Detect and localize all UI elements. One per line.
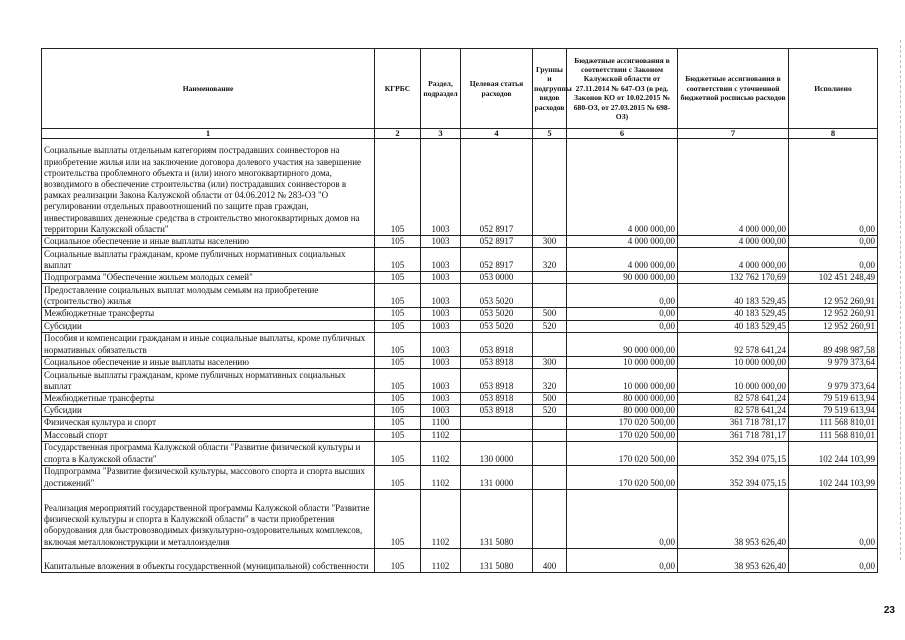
cell-law: 4 000 000,00 xyxy=(567,248,678,272)
cell-target: 053 8918 xyxy=(461,369,533,393)
cell-executed: 0,00 xyxy=(789,248,878,272)
cell-target: 052 8917 xyxy=(461,139,533,236)
cell-target: 131 5080 xyxy=(461,548,533,572)
column-number: 5 xyxy=(533,129,567,139)
cell-kgrbs: 105 xyxy=(375,489,421,548)
cell-kgrbs: 105 xyxy=(375,320,421,332)
cell-name: Межбюджетные трансферты xyxy=(42,393,375,405)
cell-refined: 361 718 781,17 xyxy=(678,417,789,429)
cell-executed: 0,00 xyxy=(789,489,878,548)
cell-group xyxy=(533,465,567,489)
cell-section: 1102 xyxy=(421,441,461,465)
cell-group: 520 xyxy=(533,405,567,417)
cell-executed: 102 244 103,99 xyxy=(789,441,878,465)
cell-kgrbs: 105 xyxy=(375,332,421,356)
cell-target: 053 8918 xyxy=(461,393,533,405)
cell-law: 4 000 000,00 xyxy=(567,236,678,248)
cell-group xyxy=(533,139,567,236)
column-number-row xyxy=(42,129,878,139)
table-row xyxy=(42,441,878,465)
table-row xyxy=(42,332,878,356)
cell-group xyxy=(533,429,567,441)
cell-refined: 132 762 170,69 xyxy=(678,272,789,284)
cell-executed: 9 979 373,64 xyxy=(789,369,878,393)
cell-kgrbs: 105 xyxy=(375,548,421,572)
cell-section: 1003 xyxy=(421,320,461,332)
cell-name: Социальные выплаты гражданам, кроме публичных нормативных социальных выплат xyxy=(42,248,375,272)
table-row xyxy=(42,272,878,284)
cell-kgrbs: 105 xyxy=(375,429,421,441)
cell-name: Социальные выплаты гражданам, кроме публичных нормативных социальных выплат xyxy=(42,369,375,393)
table-row xyxy=(42,356,878,368)
table-row xyxy=(42,236,878,248)
header-name: Наименование xyxy=(42,49,375,129)
table-row xyxy=(42,393,878,405)
cell-executed: 102 451 248,49 xyxy=(789,272,878,284)
column-number: 3 xyxy=(421,129,461,139)
table-row xyxy=(42,405,878,417)
cell-kgrbs: 105 xyxy=(375,236,421,248)
cell-law: 80 000 000,00 xyxy=(567,405,678,417)
scan-edge-divider xyxy=(900,40,901,560)
cell-target: 052 8917 xyxy=(461,248,533,272)
table-row xyxy=(42,308,878,320)
cell-target xyxy=(461,417,533,429)
cell-executed: 0,00 xyxy=(789,548,878,572)
cell-target: 053 8918 xyxy=(461,356,533,368)
column-number: 7 xyxy=(678,129,789,139)
cell-refined: 4 000 000,00 xyxy=(678,236,789,248)
cell-target: 053 5020 xyxy=(461,308,533,320)
cell-group: 300 xyxy=(533,356,567,368)
cell-group xyxy=(533,332,567,356)
cell-kgrbs: 105 xyxy=(375,465,421,489)
header-section: Раздел, подраздел xyxy=(421,49,461,129)
cell-group: 500 xyxy=(533,308,567,320)
cell-section: 1102 xyxy=(421,465,461,489)
cell-executed: 111 568 810,01 xyxy=(789,417,878,429)
cell-kgrbs: 105 xyxy=(375,369,421,393)
header-groups: Группы и подгруппы видов расходов xyxy=(533,49,567,129)
header-refined: Бюджетные ассигнования в соответствии с уточненной бюджетной росписью расходов xyxy=(678,49,789,129)
cell-kgrbs: 105 xyxy=(375,417,421,429)
cell-law: 0,00 xyxy=(567,489,678,548)
cell-kgrbs: 105 xyxy=(375,405,421,417)
cell-refined: 40 183 529,45 xyxy=(678,308,789,320)
cell-refined: 361 718 781,17 xyxy=(678,429,789,441)
cell-law: 90 000 000,00 xyxy=(567,272,678,284)
cell-law: 170 020 500,00 xyxy=(567,465,678,489)
cell-refined: 38 953 626,40 xyxy=(678,489,789,548)
cell-group xyxy=(533,417,567,429)
cell-target: 053 8918 xyxy=(461,405,533,417)
cell-target: 053 5020 xyxy=(461,320,533,332)
cell-section: 1102 xyxy=(421,489,461,548)
cell-target: 131 5080 xyxy=(461,489,533,548)
cell-target: 130 0000 xyxy=(461,441,533,465)
cell-group: 320 xyxy=(533,248,567,272)
cell-target: 053 8918 xyxy=(461,332,533,356)
cell-section: 1003 xyxy=(421,139,461,236)
cell-group: 400 xyxy=(533,548,567,572)
cell-section: 1003 xyxy=(421,369,461,393)
cell-refined: 10 000 000,00 xyxy=(678,369,789,393)
cell-executed: 102 244 103,99 xyxy=(789,465,878,489)
cell-law: 90 000 000,00 xyxy=(567,332,678,356)
cell-group xyxy=(533,284,567,308)
cell-refined: 40 183 529,45 xyxy=(678,284,789,308)
cell-target: 131 0000 xyxy=(461,465,533,489)
table-row xyxy=(42,489,878,548)
page-number: 23 xyxy=(883,605,895,616)
cell-law: 170 020 500,00 xyxy=(567,441,678,465)
cell-kgrbs: 105 xyxy=(375,356,421,368)
cell-law: 170 020 500,00 xyxy=(567,417,678,429)
table-row xyxy=(42,417,878,429)
cell-kgrbs: 105 xyxy=(375,272,421,284)
cell-name: Государственная программа Калужской области "Развитие физической культуры и спорта в Калужской области" xyxy=(42,441,375,465)
cell-group: 500 xyxy=(533,393,567,405)
cell-section: 1003 xyxy=(421,332,461,356)
cell-refined: 4 000 000,00 xyxy=(678,139,789,236)
cell-name: Социальные выплаты отдельным категориям пострадавших соинвесторов на приобретение жилья или на заключение договора долевого участия на завершение строительства проблемного объекта и (или) иного многоквартирного дома, возводимого в обеспечение строительства (или) пострадавших соинвесторов в рамках реализации Закона Калужской области от 04.06.2012 № 283-ОЗ "О регулировании отдельных правоотношений по защите прав граждан, инвестировавших денежные средства в строительство многоквартирных домов на территории Калужской области" xyxy=(42,139,375,236)
cell-name: Социальное обеспечение и иные выплаты населению xyxy=(42,356,375,368)
cell-refined: 82 578 641,24 xyxy=(678,405,789,417)
cell-kgrbs: 105 xyxy=(375,248,421,272)
column-number: 1 xyxy=(42,129,375,139)
table-row xyxy=(42,369,878,393)
cell-kgrbs: 105 xyxy=(375,393,421,405)
column-number: 4 xyxy=(461,129,533,139)
cell-name: Субсидии xyxy=(42,405,375,417)
cell-kgrbs: 105 xyxy=(375,139,421,236)
column-number: 8 xyxy=(789,129,878,139)
cell-name: Физическая культура и спорт xyxy=(42,417,375,429)
cell-executed: 9 979 373,64 xyxy=(789,356,878,368)
cell-kgrbs: 105 xyxy=(375,308,421,320)
cell-refined: 4 000 000,00 xyxy=(678,248,789,272)
cell-group xyxy=(533,441,567,465)
cell-group: 300 xyxy=(533,236,567,248)
cell-executed: 12 952 260,91 xyxy=(789,320,878,332)
cell-section: 1003 xyxy=(421,272,461,284)
cell-name: Межбюджетные трансферты xyxy=(42,308,375,320)
cell-kgrbs: 105 xyxy=(375,441,421,465)
cell-section: 1003 xyxy=(421,393,461,405)
cell-refined: 38 953 626,40 xyxy=(678,548,789,572)
cell-law: 0,00 xyxy=(567,284,678,308)
cell-law: 0,00 xyxy=(567,548,678,572)
table-header-row xyxy=(42,49,878,129)
cell-section: 1003 xyxy=(421,236,461,248)
cell-refined: 40 183 529,45 xyxy=(678,320,789,332)
cell-law: 170 020 500,00 xyxy=(567,429,678,441)
cell-refined: 10 000 000,00 xyxy=(678,356,789,368)
cell-executed: 12 952 260,91 xyxy=(789,308,878,320)
cell-executed: 79 519 613,94 xyxy=(789,405,878,417)
table-row xyxy=(42,139,878,236)
cell-kgrbs: 105 xyxy=(375,284,421,308)
header-law: Бюджетные ассигнования в соответствии с Законом Калужской области от 27.11.2014 № 647-ОЗ (в ред. Законов КО от 10.02.2015 № 680-ОЗ, от 27.03.2015 № 698-ОЗ) xyxy=(567,49,678,129)
cell-name: Массовый спорт xyxy=(42,429,375,441)
table-row xyxy=(42,465,878,489)
cell-law: 4 000 000,00 xyxy=(567,139,678,236)
cell-refined: 352 394 075,15 xyxy=(678,441,789,465)
cell-name: Пособия и компенсации гражданам и иные социальные выплаты, кроме публичных нормативных обязательств xyxy=(42,332,375,356)
cell-executed: 12 952 260,91 xyxy=(789,284,878,308)
header-kgrbs: КГРБС xyxy=(375,49,421,129)
table-row xyxy=(42,248,878,272)
cell-name: Подпрограмма "Развитие физической культуры, массового спорта и спорта высших достижений" xyxy=(42,465,375,489)
cell-section: 1102 xyxy=(421,429,461,441)
cell-target: 053 5020 xyxy=(461,284,533,308)
cell-law: 10 000 000,00 xyxy=(567,369,678,393)
cell-name: Предоставление социальных выплат молодым семьям на приобретение (строительство) жилья xyxy=(42,284,375,308)
cell-law: 0,00 xyxy=(567,308,678,320)
cell-group xyxy=(533,489,567,548)
header-executed: Исполнено xyxy=(789,49,878,129)
header-target: Целевая статья расходов xyxy=(461,49,533,129)
cell-group: 320 xyxy=(533,369,567,393)
cell-group xyxy=(533,272,567,284)
cell-name: Социальное обеспечение и иные выплаты населению xyxy=(42,236,375,248)
cell-section: 1003 xyxy=(421,248,461,272)
cell-section: 1003 xyxy=(421,356,461,368)
cell-law: 80 000 000,00 xyxy=(567,393,678,405)
cell-executed: 89 498 987,58 xyxy=(789,332,878,356)
cell-group: 520 xyxy=(533,320,567,332)
cell-target xyxy=(461,429,533,441)
cell-executed: 0,00 xyxy=(789,236,878,248)
cell-target: 052 8917 xyxy=(461,236,533,248)
table-row xyxy=(42,429,878,441)
column-number: 6 xyxy=(567,129,678,139)
cell-name: Реализация мероприятий государственной программы Калужской области "Развитие физической культуры и спорта в Калужской области" в части приобретения оборудования для быстровозводимых физкультурно-оздоровительных комплексов, включая металлоконструкции и металлоизделия xyxy=(42,489,375,548)
cell-name: Подпрограмма "Обеспечение жильем молодых семей" xyxy=(42,272,375,284)
cell-refined: 92 578 641,24 xyxy=(678,332,789,356)
budget-table xyxy=(41,48,878,573)
cell-law: 0,00 xyxy=(567,320,678,332)
cell-section: 1003 xyxy=(421,308,461,320)
cell-name: Субсидии xyxy=(42,320,375,332)
cell-name: Капитальные вложения в объекты государственной (муниципальной) собственности xyxy=(42,548,375,572)
table-row xyxy=(42,548,878,572)
cell-target: 053 0000 xyxy=(461,272,533,284)
table-row xyxy=(42,320,878,332)
cell-section: 1100 xyxy=(421,417,461,429)
cell-section: 1102 xyxy=(421,548,461,572)
column-number: 2 xyxy=(375,129,421,139)
cell-executed: 79 519 613,94 xyxy=(789,393,878,405)
table-row xyxy=(42,284,878,308)
cell-refined: 352 394 075,15 xyxy=(678,465,789,489)
cell-section: 1003 xyxy=(421,284,461,308)
cell-refined: 82 578 641,24 xyxy=(678,393,789,405)
cell-executed: 0,00 xyxy=(789,139,878,236)
cell-law: 10 000 000,00 xyxy=(567,356,678,368)
cell-executed: 111 568 810,01 xyxy=(789,429,878,441)
cell-section: 1003 xyxy=(421,405,461,417)
